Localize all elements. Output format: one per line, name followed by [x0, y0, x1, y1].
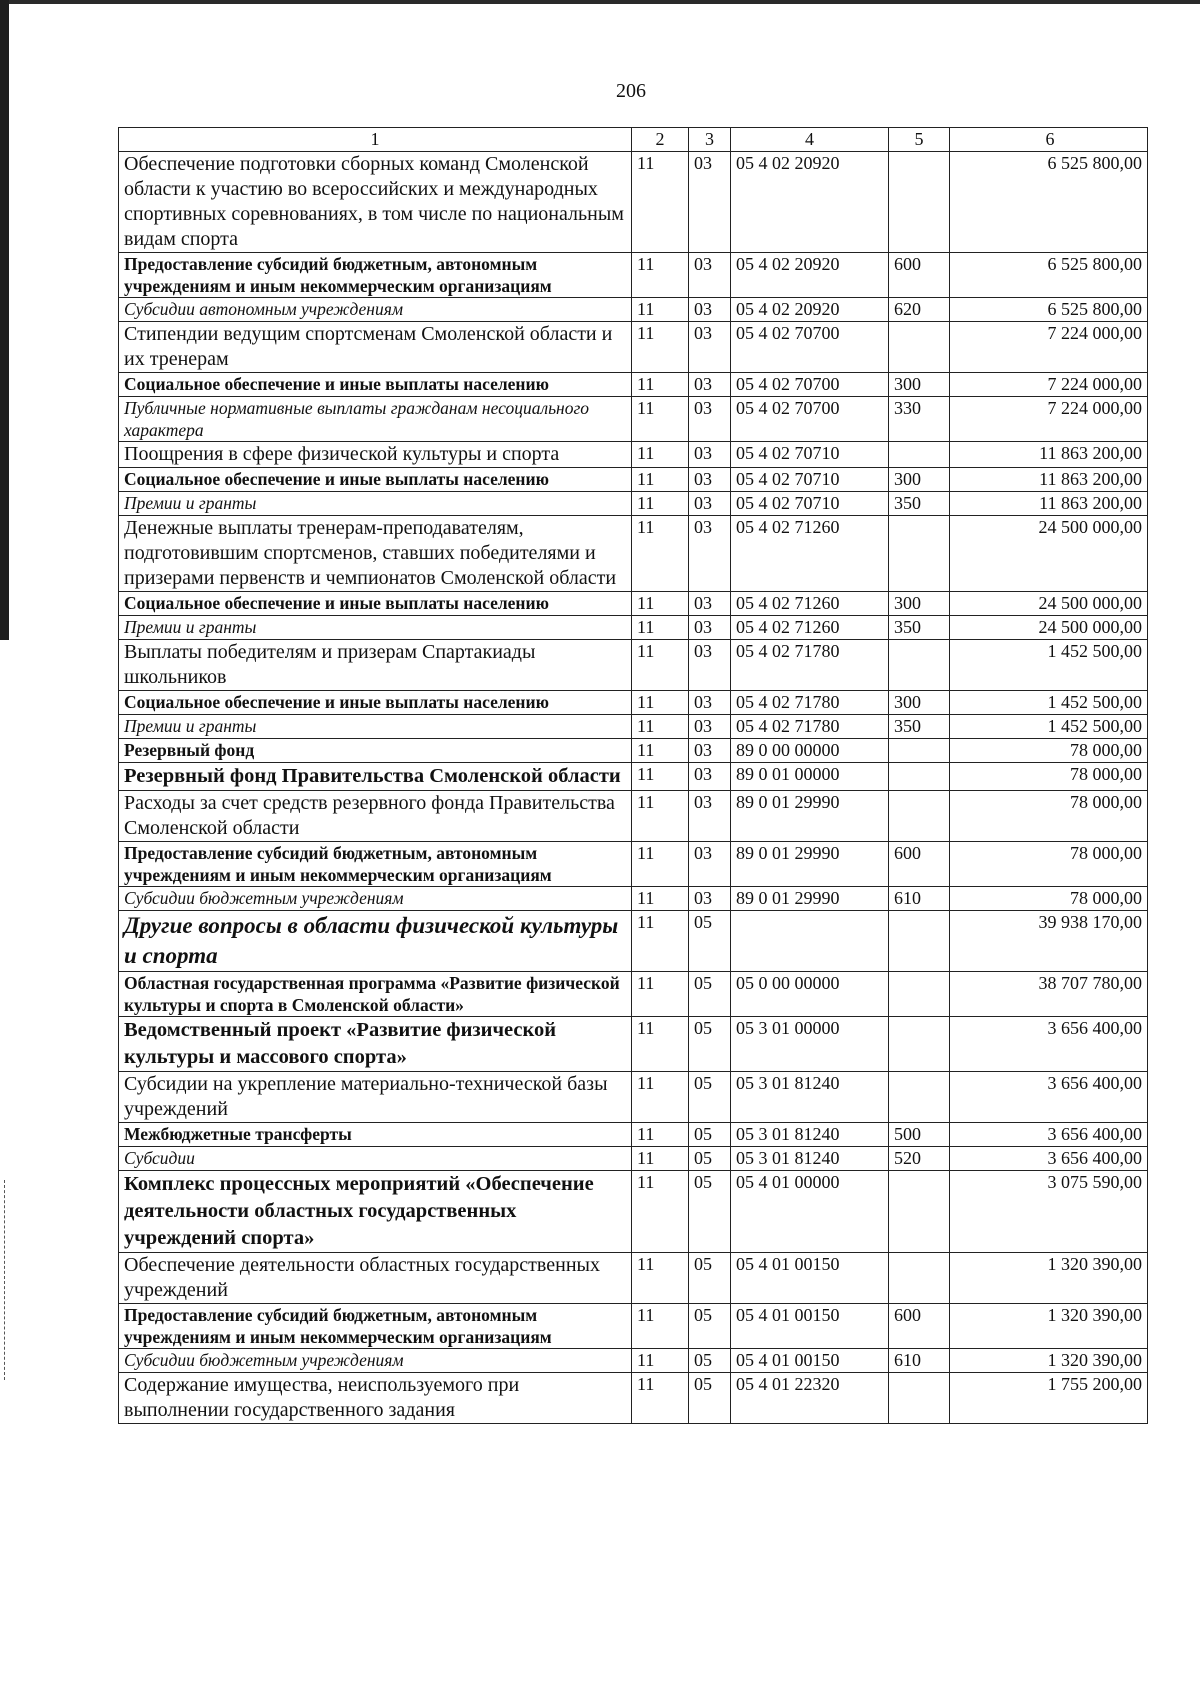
expense-type-cell	[889, 442, 950, 468]
row-name-cell: Субсидии на укрепление материально-технической базы учреждений	[119, 1072, 632, 1123]
row-name-cell: Резервный фонд Правительства Смоленской области	[119, 763, 632, 791]
row-name-cell: Публичные нормативные выплаты гражданам несоциального характера	[119, 397, 632, 442]
column-header-1: 1	[119, 128, 632, 152]
page-number: 206	[616, 80, 646, 102]
expense-type-cell: 350	[889, 616, 950, 640]
scan-edge-top	[0, 0, 1200, 4]
subsection-code-cell: 03	[689, 887, 731, 911]
table-row	[119, 691, 1148, 715]
target-article-cell: 05 3 01 81240	[731, 1147, 889, 1171]
expense-type-cell	[889, 791, 950, 842]
expense-type-cell	[889, 1253, 950, 1304]
section-code-cell: 11	[632, 1304, 689, 1349]
expense-type-cell: 350	[889, 715, 950, 739]
target-article-cell: 05 4 02 70700	[731, 322, 889, 373]
subsection-code-cell: 05	[689, 1304, 731, 1349]
expense-type-cell: 610	[889, 887, 950, 911]
section-code-cell: 11	[632, 842, 689, 887]
table-row	[119, 253, 1148, 298]
expense-type-cell	[889, 1373, 950, 1424]
row-name-cell: Предоставление субсидий бюджетным, автономным учреждениям и иным некоммерческим организациям	[119, 253, 632, 298]
table-row	[119, 1072, 1148, 1123]
table-row	[119, 791, 1148, 842]
table-row	[119, 887, 1148, 911]
table-body	[119, 128, 1148, 1424]
target-article-cell: 05 0 00 00000	[731, 972, 889, 1017]
subsection-code-cell: 05	[689, 1253, 731, 1304]
section-code-cell: 11	[632, 253, 689, 298]
subsection-code-cell: 03	[689, 516, 731, 592]
table-row	[119, 972, 1148, 1017]
amount-cell: 38 707 780,00	[950, 972, 1148, 1017]
section-code-cell: 11	[632, 298, 689, 322]
section-code-cell: 11	[632, 1072, 689, 1123]
section-code-cell: 11	[632, 616, 689, 640]
section-code-cell: 11	[632, 1017, 689, 1072]
subsection-code-cell: 03	[689, 592, 731, 616]
column-header-4: 4	[731, 128, 889, 152]
row-name-cell: Обеспечение подготовки сборных команд Смоленской области к участию во всероссийских и международных спортивных соревнованиях, в том числе по национальным видам спорта	[119, 152, 632, 253]
amount-cell: 3 656 400,00	[950, 1123, 1148, 1147]
target-article-cell: 05 4 02 20920	[731, 253, 889, 298]
expense-type-cell	[889, 1072, 950, 1123]
subsection-code-cell: 03	[689, 763, 731, 791]
section-code-cell: 11	[632, 763, 689, 791]
row-name-cell: Премии и гранты	[119, 715, 632, 739]
table-row	[119, 373, 1148, 397]
subsection-code-cell: 05	[689, 911, 731, 972]
target-article-cell: 05 4 02 71780	[731, 715, 889, 739]
table-row	[119, 152, 1148, 253]
row-name-cell: Межбюджетные трансферты	[119, 1123, 632, 1147]
expense-type-cell: 600	[889, 842, 950, 887]
budget-table	[118, 127, 1148, 1424]
amount-cell: 1 320 390,00	[950, 1349, 1148, 1373]
column-header-6: 6	[950, 128, 1148, 152]
target-article-cell: 05 4 02 71780	[731, 640, 889, 691]
target-article-cell: 05 4 02 71780	[731, 691, 889, 715]
subsection-code-cell: 03	[689, 616, 731, 640]
subsection-code-cell: 03	[689, 715, 731, 739]
amount-cell: 3 656 400,00	[950, 1147, 1148, 1171]
target-article-cell: 89 0 01 29990	[731, 842, 889, 887]
amount-cell: 6 525 800,00	[950, 298, 1148, 322]
amount-cell: 39 938 170,00	[950, 911, 1148, 972]
target-article-cell: 05 4 02 71260	[731, 516, 889, 592]
target-article-cell	[731, 911, 889, 972]
table-row	[119, 322, 1148, 373]
target-article-cell: 05 4 02 71260	[731, 592, 889, 616]
table-row	[119, 1171, 1148, 1253]
section-code-cell: 11	[632, 691, 689, 715]
section-code-cell: 11	[632, 492, 689, 516]
target-article-cell: 05 4 02 70710	[731, 492, 889, 516]
amount-cell: 78 000,00	[950, 887, 1148, 911]
target-article-cell: 05 3 01 81240	[731, 1123, 889, 1147]
expense-type-cell	[889, 1171, 950, 1253]
row-name-cell: Социальное обеспечение и иные выплаты населению	[119, 468, 632, 492]
table-row	[119, 739, 1148, 763]
expense-type-cell: 600	[889, 1304, 950, 1349]
section-code-cell: 11	[632, 1171, 689, 1253]
expense-type-cell: 330	[889, 397, 950, 442]
subsection-code-cell: 03	[689, 152, 731, 253]
target-article-cell: 05 4 01 00000	[731, 1171, 889, 1253]
subsection-code-cell: 05	[689, 1147, 731, 1171]
amount-cell: 3 075 590,00	[950, 1171, 1148, 1253]
subsection-code-cell: 03	[689, 298, 731, 322]
target-article-cell: 05 4 01 00150	[731, 1304, 889, 1349]
expense-type-cell: 600	[889, 253, 950, 298]
row-name-cell: Социальное обеспечение и иные выплаты населению	[119, 373, 632, 397]
section-code-cell: 11	[632, 739, 689, 763]
subsection-code-cell: 03	[689, 791, 731, 842]
section-code-cell: 11	[632, 640, 689, 691]
table-row	[119, 842, 1148, 887]
row-name-cell: Социальное обеспечение и иные выплаты населению	[119, 691, 632, 715]
subsection-code-cell: 05	[689, 1123, 731, 1147]
target-article-cell: 89 0 01 00000	[731, 763, 889, 791]
section-code-cell: 11	[632, 152, 689, 253]
amount-cell: 24 500 000,00	[950, 516, 1148, 592]
table-row	[119, 442, 1148, 468]
subsection-code-cell: 05	[689, 1072, 731, 1123]
section-code-cell: 11	[632, 1349, 689, 1373]
subsection-code-cell: 05	[689, 1017, 731, 1072]
section-code-cell: 11	[632, 592, 689, 616]
expense-type-cell	[889, 972, 950, 1017]
expense-type-cell	[889, 763, 950, 791]
amount-cell: 3 656 400,00	[950, 1072, 1148, 1123]
section-code-cell: 11	[632, 322, 689, 373]
subsection-code-cell: 05	[689, 1373, 731, 1424]
expense-type-cell: 350	[889, 492, 950, 516]
subsection-code-cell: 03	[689, 397, 731, 442]
amount-cell: 6 525 800,00	[950, 152, 1148, 253]
table-row	[119, 1349, 1148, 1373]
amount-cell: 78 000,00	[950, 842, 1148, 887]
target-article-cell: 05 4 02 71260	[731, 616, 889, 640]
subsection-code-cell: 03	[689, 842, 731, 887]
row-name-cell: Поощрения в сфере физической культуры и спорта	[119, 442, 632, 468]
expense-type-cell: 620	[889, 298, 950, 322]
section-code-cell: 11	[632, 1147, 689, 1171]
row-name-cell: Денежные выплаты тренерам-преподавателям, подготовившим спортсменов, ставших победителями и призерами первенств и чемпионатов Смоленской области	[119, 516, 632, 592]
amount-cell: 11 863 200,00	[950, 492, 1148, 516]
row-name-cell: Выплаты победителям и призерам Спартакиады школьников	[119, 640, 632, 691]
subsection-code-cell: 05	[689, 1171, 731, 1253]
expense-type-cell: 500	[889, 1123, 950, 1147]
section-code-cell: 11	[632, 516, 689, 592]
row-name-cell: Областная государственная программа «Развитие физической культуры и спорта в Смоленской области»	[119, 972, 632, 1017]
amount-cell: 1 452 500,00	[950, 640, 1148, 691]
amount-cell: 78 000,00	[950, 739, 1148, 763]
amount-cell: 7 224 000,00	[950, 397, 1148, 442]
table-row	[119, 516, 1148, 592]
amount-cell: 1 320 390,00	[950, 1253, 1148, 1304]
row-name-cell: Другие вопросы в области физической культуры и спорта	[119, 911, 632, 972]
table-row	[119, 397, 1148, 442]
target-article-cell: 05 4 02 70700	[731, 397, 889, 442]
expense-type-cell	[889, 322, 950, 373]
target-article-cell: 05 4 02 70710	[731, 468, 889, 492]
section-code-cell: 11	[632, 1253, 689, 1304]
amount-cell: 1 452 500,00	[950, 691, 1148, 715]
section-code-cell: 11	[632, 1123, 689, 1147]
table-row	[119, 1373, 1148, 1424]
row-name-cell: Субсидии	[119, 1147, 632, 1171]
target-article-cell: 05 3 01 00000	[731, 1017, 889, 1072]
amount-cell: 78 000,00	[950, 791, 1148, 842]
subsection-code-cell: 03	[689, 492, 731, 516]
table-header-row	[119, 128, 1148, 152]
amount-cell: 3 656 400,00	[950, 1017, 1148, 1072]
expense-type-cell: 300	[889, 691, 950, 715]
amount-cell: 1 320 390,00	[950, 1304, 1148, 1349]
target-article-cell: 05 4 01 00150	[731, 1349, 889, 1373]
subsection-code-cell: 05	[689, 1349, 731, 1373]
column-header-5: 5	[889, 128, 950, 152]
subsection-code-cell: 03	[689, 373, 731, 397]
amount-cell: 1 452 500,00	[950, 715, 1148, 739]
subsection-code-cell: 03	[689, 442, 731, 468]
row-name-cell: Субсидии бюджетным учреждениям	[119, 1349, 632, 1373]
amount-cell: 7 224 000,00	[950, 322, 1148, 373]
table-row	[119, 715, 1148, 739]
target-article-cell: 05 4 01 00150	[731, 1253, 889, 1304]
section-code-cell: 11	[632, 468, 689, 492]
row-name-cell: Предоставление субсидий бюджетным, автономным учреждениям и иным некоммерческим организациям	[119, 1304, 632, 1349]
table-row	[119, 468, 1148, 492]
expense-type-cell	[889, 911, 950, 972]
row-name-cell: Расходы за счет средств резервного фонда Правительства Смоленской области	[119, 791, 632, 842]
amount-cell: 1 755 200,00	[950, 1373, 1148, 1424]
subsection-code-cell: 03	[689, 691, 731, 715]
target-article-cell: 89 0 01 29990	[731, 791, 889, 842]
table-row	[119, 492, 1148, 516]
subsection-code-cell: 03	[689, 640, 731, 691]
section-code-cell: 11	[632, 373, 689, 397]
row-name-cell: Комплекс процессных мероприятий «Обеспечение деятельности областных государственных учреждений спорта»	[119, 1171, 632, 1253]
row-name-cell: Резервный фонд	[119, 739, 632, 763]
subsection-code-cell: 03	[689, 253, 731, 298]
scan-artifact	[4, 1180, 6, 1380]
row-name-cell: Субсидии бюджетным учреждениям	[119, 887, 632, 911]
row-name-cell: Обеспечение деятельности областных государственных учреждений	[119, 1253, 632, 1304]
amount-cell: 6 525 800,00	[950, 253, 1148, 298]
table-row	[119, 1253, 1148, 1304]
table-row	[119, 298, 1148, 322]
target-article-cell: 05 4 02 20920	[731, 298, 889, 322]
section-code-cell: 11	[632, 972, 689, 1017]
amount-cell: 24 500 000,00	[950, 592, 1148, 616]
expense-type-cell: 300	[889, 468, 950, 492]
section-code-cell: 11	[632, 715, 689, 739]
section-code-cell: 11	[632, 791, 689, 842]
table-row	[119, 616, 1148, 640]
target-article-cell: 05 4 01 22320	[731, 1373, 889, 1424]
section-code-cell: 11	[632, 397, 689, 442]
column-header-3: 3	[689, 128, 731, 152]
section-code-cell: 11	[632, 442, 689, 468]
target-article-cell: 89 0 00 00000	[731, 739, 889, 763]
row-name-cell: Премии и гранты	[119, 616, 632, 640]
row-name-cell: Стипендии ведущим спортсменам Смоленской области и их тренерам	[119, 322, 632, 373]
expense-type-cell	[889, 640, 950, 691]
section-code-cell: 11	[632, 911, 689, 972]
amount-cell: 24 500 000,00	[950, 616, 1148, 640]
target-article-cell: 05 4 02 70700	[731, 373, 889, 397]
row-name-cell: Субсидии автономным учреждениям	[119, 298, 632, 322]
row-name-cell: Социальное обеспечение и иные выплаты населению	[119, 592, 632, 616]
expense-type-cell	[889, 739, 950, 763]
amount-cell: 78 000,00	[950, 763, 1148, 791]
subsection-code-cell: 03	[689, 468, 731, 492]
table-row	[119, 592, 1148, 616]
table-row	[119, 1017, 1148, 1072]
target-article-cell: 05 4 02 70710	[731, 442, 889, 468]
amount-cell: 11 863 200,00	[950, 442, 1148, 468]
subsection-code-cell: 03	[689, 739, 731, 763]
amount-cell: 11 863 200,00	[950, 468, 1148, 492]
target-article-cell: 89 0 01 29990	[731, 887, 889, 911]
expense-type-cell: 520	[889, 1147, 950, 1171]
row-name-cell: Премии и гранты	[119, 492, 632, 516]
table-row	[119, 911, 1148, 972]
section-code-cell: 11	[632, 887, 689, 911]
column-header-2: 2	[632, 128, 689, 152]
row-name-cell: Предоставление субсидий бюджетным, автономным учреждениям и иным некоммерческим организациям	[119, 842, 632, 887]
table-row	[119, 1123, 1148, 1147]
target-article-cell: 05 3 01 81240	[731, 1072, 889, 1123]
expense-type-cell	[889, 516, 950, 592]
row-name-cell: Содержание имущества, неиспользуемого при выполнении государственного задания	[119, 1373, 632, 1424]
expense-type-cell: 610	[889, 1349, 950, 1373]
subsection-code-cell: 03	[689, 322, 731, 373]
expense-type-cell	[889, 1017, 950, 1072]
expense-type-cell	[889, 152, 950, 253]
expense-type-cell: 300	[889, 592, 950, 616]
subsection-code-cell: 05	[689, 972, 731, 1017]
table-row	[119, 763, 1148, 791]
amount-cell: 7 224 000,00	[950, 373, 1148, 397]
section-code-cell: 11	[632, 1373, 689, 1424]
expense-type-cell: 300	[889, 373, 950, 397]
target-article-cell: 05 4 02 20920	[731, 152, 889, 253]
row-name-cell: Ведомственный проект «Развитие физической культуры и массового спорта»	[119, 1017, 632, 1072]
table-row	[119, 1304, 1148, 1349]
table-row	[119, 640, 1148, 691]
table-row	[119, 1147, 1148, 1171]
